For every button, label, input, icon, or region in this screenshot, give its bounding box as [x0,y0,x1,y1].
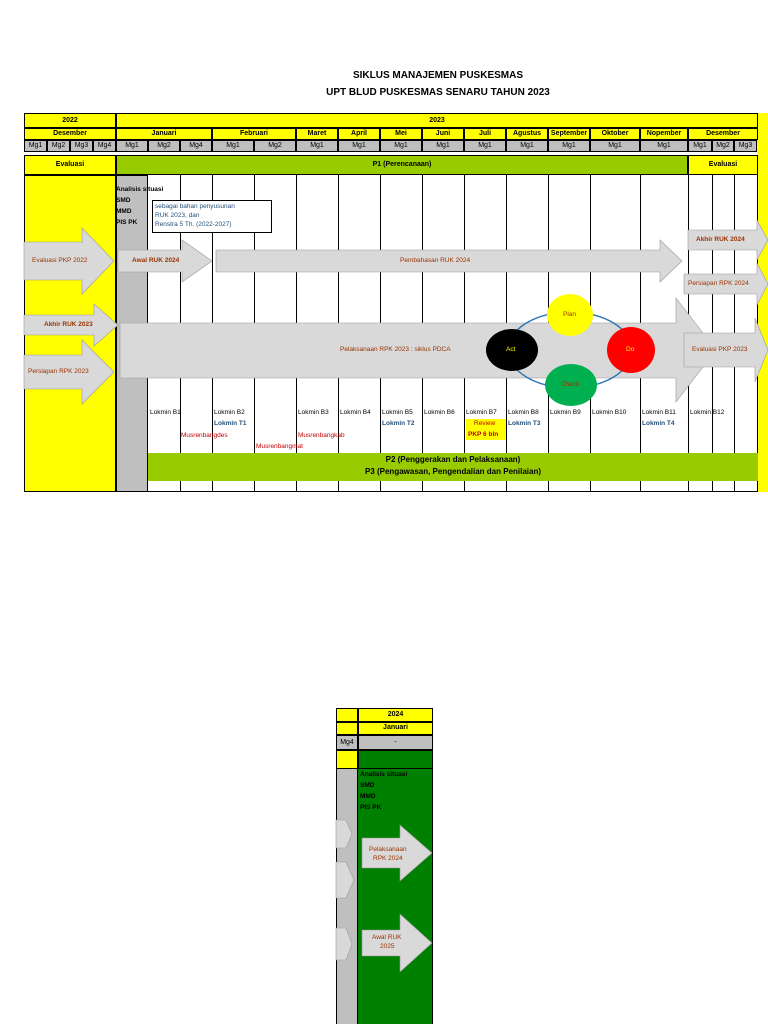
month-februari: Februari [212,128,296,140]
panel2024-pelaksanaan-line1: Pelaksanaan [369,846,407,853]
lokmin-b1: Lokmin B1 [150,409,181,416]
pdca-check-label: Check [561,381,580,388]
lokmin-b11: Lokmin B11 [642,409,676,416]
label-awal-ruk-2024: Awal RUK 2024 [132,257,180,264]
musrenbangkab: Musrenbangkab [298,432,345,439]
label-akhir-ruk-2024: Akhir RUK 2024 [696,236,745,243]
week-cell: Mg3 [70,140,93,152]
pdca-do-label: Do [626,346,635,353]
month-juli: Juli [464,128,506,140]
week-cell: Mg4 [336,735,358,750]
month-nopember: Nopember [640,128,688,140]
phase-evaluasi-right: Evaluasi [688,155,758,175]
label-persiapan-rpk-2023: Persiapan RPK 2023 [28,368,89,375]
month-desember-2023: Desember [688,128,758,140]
phase-p2: P2 (Penggerakan dan Pelaksanaan) [385,455,521,464]
week-cell: Mg1 [116,140,148,152]
week-cell: - [358,735,433,750]
analysis-line: PIS PK [116,219,138,226]
lokmin-b4: Lokmin B4 [340,409,371,416]
analysis-line: MMD [116,208,132,215]
lokmin-b8: Lokmin B8 [508,409,539,416]
panel2024-analysis-line: Analisis situasi [360,771,408,778]
phase-evaluasi-left: Evaluasi [24,155,116,175]
panel2024-awal-ruk-line2: 2025 [380,943,395,950]
panel2024-pelaksanaan-line2: RPK 2024 [373,855,403,862]
year-2024: 2024 [358,708,433,722]
lokmin-b2: Lokmin B2 [214,409,245,416]
month-agustus: Agustus [506,128,548,140]
week-cell: Mg2 [148,140,180,152]
diagram-title-line2: UPT BLUD PUSKESMAS SENARU TAHUN 2023 [326,87,550,98]
musrenbangmat: Musrenbangmat [256,443,303,450]
lokmin-b5: Lokmin B5 [382,409,413,416]
week-cell: Mg3 [734,140,757,152]
month-oktober: Oktober [590,128,640,140]
note-line: sebagai bahan penyusunan [155,203,235,210]
lokmin-t3: Lokmin T3 [508,420,541,427]
week-cell: Mg1 [640,140,688,152]
note-line: RUK 2023, dan [155,212,200,219]
week-cell: Mg1 [464,140,506,152]
month-januari-2024: Januari [358,722,433,735]
panel2024-analysis-line: MMD [360,793,376,800]
label-pembahasan-ruk-2024: Pembahasan RUK 2024 [400,257,471,264]
phase-p1-perencanaan: P1 (Perencanaan) [116,155,688,175]
label-evaluasi-pkp-2023: Evaluasi PKP 2023 [692,346,748,353]
note-line: Renstra 5 Th. (2022-2027) [155,221,232,228]
arrow-awal-ruk-2025 [362,914,432,972]
year-2022: 2022 [24,113,116,128]
week-cell: Mg1 [380,140,422,152]
week-cell: Mg1 [24,140,47,152]
week-cell: Mg1 [296,140,338,152]
month-desember-2022: Desember [24,128,116,140]
week-cell: Mg1 [212,140,254,152]
review-label: Review [474,420,496,427]
pkp6-label: PKP 6 bln [468,431,499,438]
week-cell: Mg4 [93,140,116,152]
musrenbangdes: Musrenbangdes [181,432,228,439]
lokmin-b3: Lokmin B3 [298,409,329,416]
month-september: September [548,128,590,140]
year-2023: 2023 [116,113,758,128]
lokmin-b7: Lokmin B7 [466,409,497,416]
panel2024-analysis-line: PIS PK [360,804,382,811]
panel2024-awal-ruk-line1: Awal RUK [372,934,402,941]
pdca-plan-label: Plan [563,311,577,318]
phase-p3: P3 (Pengawasan, Pengendalian dan Penilaian) [364,467,542,476]
diagram-title-line1: SIKLUS MANAJEMEN PUSKESMAS [352,70,524,81]
analysis-line: Analisis situasi [116,186,164,193]
month-maret: Maret [296,128,338,140]
month-juni: Juni [422,128,464,140]
label-persiapan-rpk-2024: Persiapan RPK 2024 [688,280,749,287]
month-april: April [338,128,380,140]
week-cell: Mg4 [180,140,212,152]
month-januari: Januari [116,128,212,140]
month-mei: Mei [380,128,422,140]
pdca-act-label: Act [506,346,516,353]
week-cell: Mg2 [47,140,70,152]
label-evaluasi-pkp-2022: Evaluasi PKP 2022 [32,257,88,264]
label-pelaksanaan-rpk-2023: Pelaksanaan RPK 2023 : siklus PDCA [340,346,451,353]
week-cell: Mg1 [590,140,640,152]
week-cell: Mg2 [712,140,734,152]
lokmin-t2: Lokmin T2 [382,420,415,427]
week-cell: Mg1 [338,140,380,152]
week-cell: Mg1 [548,140,590,152]
analysis-line: SMD [116,197,131,204]
week-cell: Mg1 [688,140,712,152]
lokmin-b9: Lokmin B9 [550,409,581,416]
panel2024-analysis-line: SMD [360,782,375,789]
lokmin-t4: Lokmin T4 [642,420,675,427]
label-akhir-ruk-2023: Akhir RUK 2023 [44,321,93,328]
week-cell: Mg1 [506,140,548,152]
week-cell: Mg1 [422,140,464,152]
lokmin-b6: Lokmin B6 [424,409,455,416]
lokmin-b12: Lokmin B12 [690,409,725,416]
lokmin-b10: Lokmin B10 [592,409,627,416]
week-cell: Mg2 [254,140,296,152]
lokmin-t1: Lokmin T1 [214,420,247,427]
